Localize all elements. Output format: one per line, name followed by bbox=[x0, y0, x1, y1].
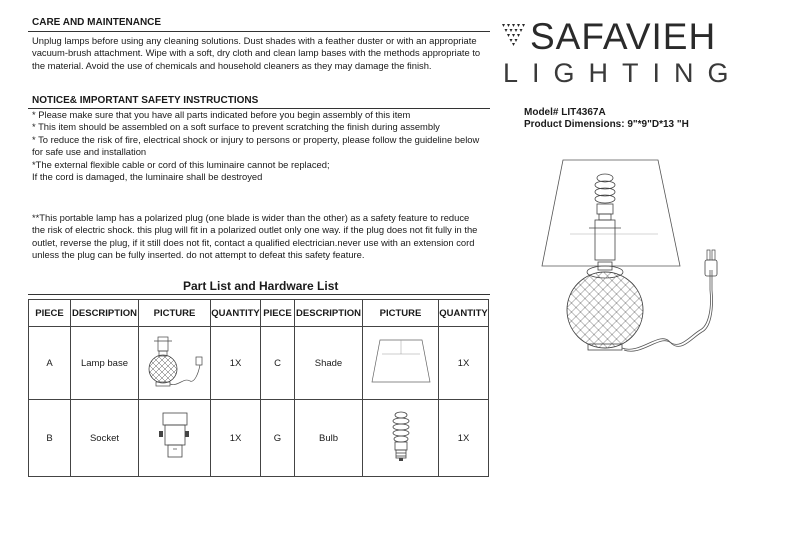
piece-cell: A bbox=[29, 327, 71, 400]
piece-cell: G bbox=[261, 400, 295, 477]
description-cell: Bulb bbox=[295, 400, 363, 477]
piece-cell: B bbox=[29, 400, 71, 477]
quantity-cell: 1X bbox=[439, 327, 489, 400]
parts-title: Part List and Hardware List bbox=[183, 279, 339, 293]
care-heading: CARE AND MAINTENANCE bbox=[32, 17, 162, 28]
parts-table bbox=[28, 299, 489, 477]
parts-divider bbox=[28, 294, 490, 295]
quantity-cell: 1X bbox=[211, 400, 261, 477]
picture-cell bbox=[363, 400, 439, 477]
care-divider bbox=[28, 31, 490, 32]
safety-line: * Please make sure that you have all parts indicated before you begin assembly of this item bbox=[32, 109, 411, 120]
header-picture: PICTURE bbox=[139, 300, 211, 327]
care-line: Unplug lamps before using any cleaning solutions. Dust shades with a feather duster or with an appropriate bbox=[32, 35, 477, 46]
safety-line: If the cord is damaged, the luminaire shall be destroyed bbox=[32, 171, 263, 183]
header-quantity: QUANTITY bbox=[439, 300, 489, 327]
plug-text bbox=[32, 212, 477, 262]
safety-line: for safe use and installation bbox=[32, 146, 147, 158]
header-description: DESCRIPTION bbox=[295, 300, 363, 327]
care-line: vacuum-brush attachment. Wipe with a soft, dry cloth and clean lamp bases with the methods appropriate to bbox=[32, 47, 481, 59]
care-text bbox=[32, 35, 480, 72]
lamp-base-picture bbox=[144, 333, 206, 391]
quantity-cell: 1X bbox=[439, 400, 489, 477]
care-line: the material. Avoid the use of chemicals and household cleaners as they may damage the finish. bbox=[32, 59, 432, 71]
plug-line: the risk of electric shock. this plug will fit in a polarized outlet only one way. if the plug does not fit fully in the bbox=[32, 224, 478, 236]
socket-picture bbox=[155, 409, 195, 465]
table-header-row bbox=[29, 300, 489, 327]
piece-cell: C bbox=[261, 327, 295, 400]
lamp-illustration bbox=[540, 150, 755, 360]
header-piece: PIECE bbox=[261, 300, 295, 327]
table-row bbox=[29, 327, 489, 400]
header-picture: PICTURE bbox=[363, 300, 439, 327]
header-description: DESCRIPTION bbox=[71, 300, 139, 327]
plug-line: **This portable lamp has a polarized plug (one blade is wider than the other) as a safety feature to reduce bbox=[32, 212, 470, 223]
product-dimensions: Product Dimensions: 9"*9"D*13 "H bbox=[524, 119, 689, 130]
picture-cell bbox=[363, 327, 439, 400]
brand-subtitle: LIGHTING bbox=[503, 58, 743, 88]
description-cell: Shade bbox=[295, 327, 363, 400]
safety-text bbox=[32, 109, 479, 183]
plug-line: outlet, reverse the plug, if it still does not fit, contact a qualified electrician.never use with an extension cord bbox=[32, 236, 475, 248]
quantity-cell: 1X bbox=[211, 327, 261, 400]
brand-name: SAFAVIEH bbox=[530, 16, 717, 57]
bulb-picture bbox=[386, 409, 416, 465]
header-piece: PIECE bbox=[29, 300, 71, 327]
safety-line: * To reduce the risk of fire, electrical shock or injury to persons or property, please follow the guideline below bbox=[32, 133, 480, 145]
picture-cell bbox=[139, 327, 211, 400]
safety-heading: NOTICE& IMPORTANT SAFETY INSTRUCTIONS bbox=[32, 95, 259, 106]
description-cell: Lamp base bbox=[71, 327, 139, 400]
header-quantity: QUANTITY bbox=[211, 300, 261, 327]
picture-cell bbox=[139, 400, 211, 477]
safety-line: *The external flexible cable or cord of this luminaire cannot be replaced; bbox=[32, 158, 330, 170]
safety-line: * This item should be assembled on a soft surface to prevent scratching the finish during assembly bbox=[32, 121, 440, 133]
model-number: Model# LIT4367A bbox=[524, 107, 606, 118]
shade-picture bbox=[368, 336, 434, 388]
description-cell: Socket bbox=[71, 400, 139, 477]
table-row bbox=[29, 400, 489, 477]
brand-logo-icon bbox=[500, 22, 528, 46]
plug-line: unless the plug can be fully inserted. do not attempt to defeat this safety feature. bbox=[32, 249, 365, 261]
